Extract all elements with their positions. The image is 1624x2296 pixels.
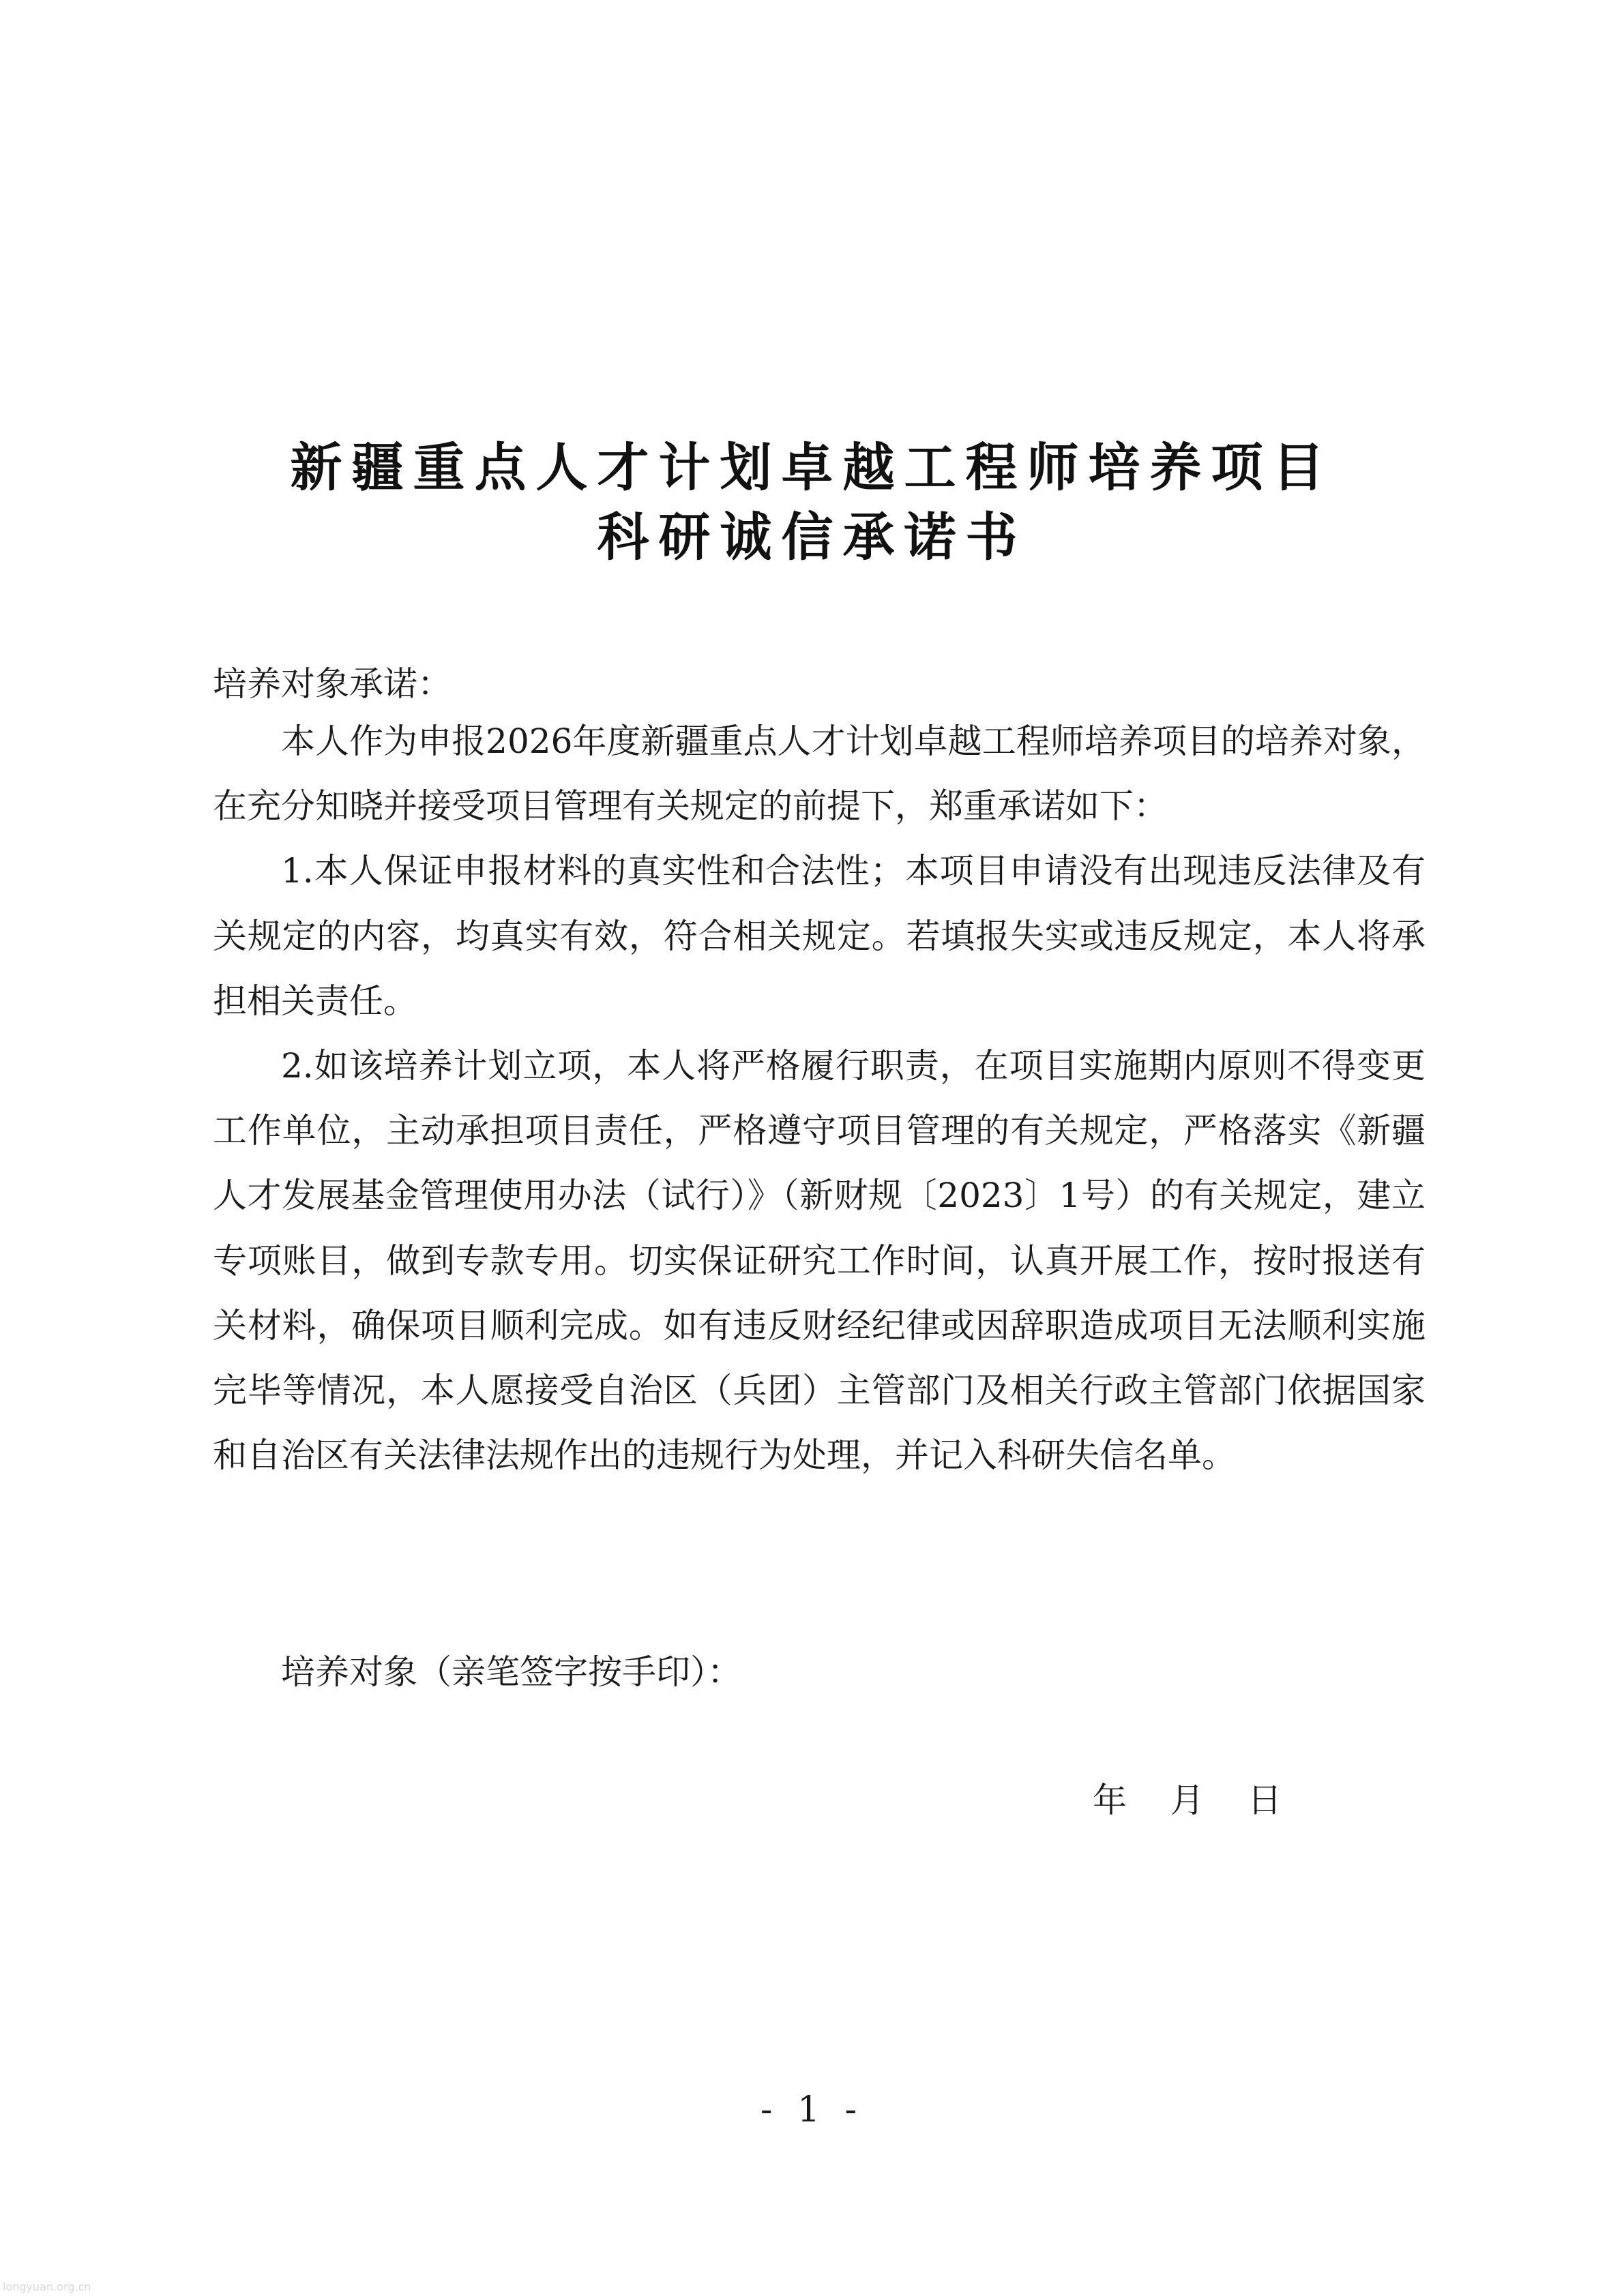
date-line: 年 月 日 [1093,1780,1282,1820]
page-number: - 1 - [760,2089,864,2130]
paragraph-commitment-2: 2.如该培养计划立项，本人将严格履行职责，在项目实施期内原则不得变更工作单位，主动承担项目责任，严格遵守项目管理的有关规定，严格落实《新疆人才发展基金管理使用办法（试行）》（新财规〔2023〕1号）的有关规定，建立专项账目，做到专款专用。切实保证研究工作时间，认真开展工作，按时报送有关材料，确保项目顺利完成。如有违反财经纪律或因辞职造成项目无法顺利实施完毕等情况，本人愿接受自治区（兵团）主管部门及相关行政主管部门依据国家和自治区有关法律法规作出的违规行为处理，并记入科研失信名单。 [213,1046,1426,1476]
salutation: 培养对象承诺： [213,664,452,704]
signature-label: 培养对象（亲笔签字按手印）： [281,1652,741,1692]
document-title-line-2: 科研诚信承诺书 [597,507,1027,567]
body-text [213,709,1426,1488]
paragraph-intro: 本人作为申报2026年度新疆重点人才计划卓越工程师培养项目的培养对象，在充分知晓并接受项目管理有关规定的前提下，郑重承诺如下： [213,721,1426,826]
document-title-line-1: 新疆重点人才计划卓越工程师培养项目 [290,437,1334,498]
watermark-text: longyuan.org.cn [3,2280,91,2293]
paragraph-commitment-1: 1.本人保证申报材料的真实性和合法性；本项目申请没有出现违反法律及有关规定的内容，均真实有效，符合相关规定。若填报失实或违反规定，本人将承担相关责任。 [213,851,1426,1021]
